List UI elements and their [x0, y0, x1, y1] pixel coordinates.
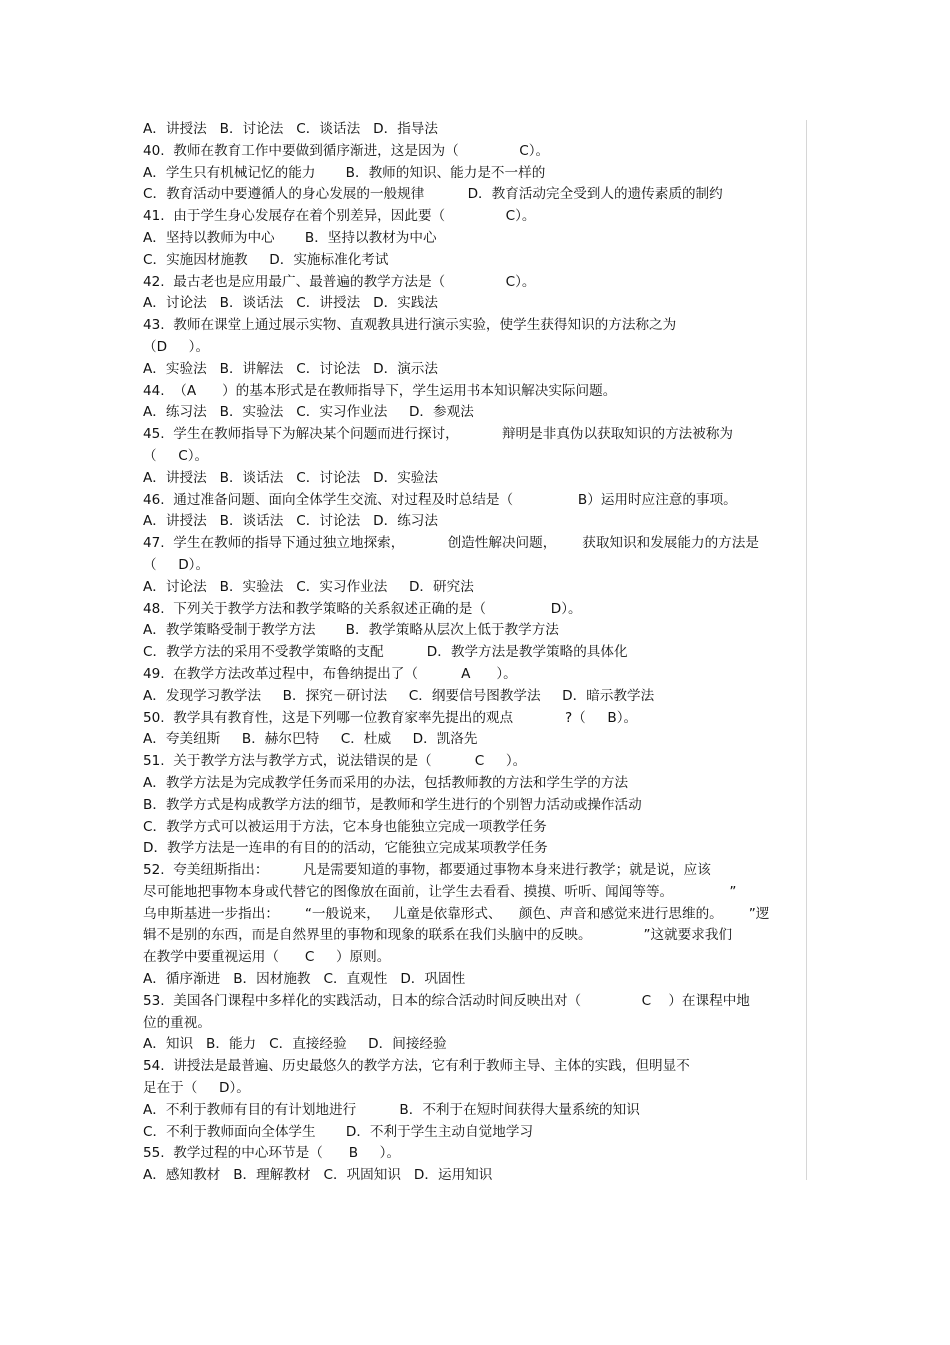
text-line: 45. 学生在教师指导下为解决某个问题而进行探讨， 辩明是非真伪以获取知识的方法被称为	[143, 426, 734, 443]
text-line: C．教育活动中要遵循人的身心发展的一般规律 D．教育活动完全受到人的遗传素质的制约	[143, 186, 723, 203]
text-line: 尽可能地把事物本身或代替它的图像放在面前，让学生去看看、摸摸、听听、闻闻等等。 ”	[143, 883, 737, 900]
text-line: D．教学方法是一连串的有目的的活动，它能独立完成某项教学任务	[143, 840, 548, 857]
text-line: 50. 教学具有教育性，这是下列哪一位教育家率先提出的观点 ?（ B）。	[143, 709, 638, 726]
text-line: B．教学方式是构成教学方法的细节，是教师和学生进行的个别智力活动或操作活动	[143, 796, 642, 813]
text-line: 40. 教师在教育工作中要做到循序渐进，这是因为（ C）。	[143, 142, 550, 159]
text-line: A．练习法 B．实验法 C．实习作业法 D．参观法	[143, 404, 474, 421]
text-line: （D ）。	[143, 338, 210, 355]
text-line: 足在于（ D）。	[143, 1080, 250, 1097]
text-line: A．知识 B．能力 C．直接经验 D．间接经验	[143, 1036, 447, 1053]
text-line: 55. 教学过程的中心环节是（ B ）。	[143, 1145, 401, 1162]
text-line: C．实施因材施教 D．实施标准化考试	[143, 251, 389, 268]
text-line: A．讨论法 B．谈话法 C．讲授法 D．实践法	[143, 295, 438, 312]
text-line: 42. 最古老也是应用最广、最普遍的教学方法是（ C）。	[143, 273, 536, 290]
text-line: 53. 美国各门课程中多样化的实践活动，日本的综合活动时间反映出对（ C ）在课程中地	[143, 992, 750, 1009]
text-line: 辑不是别的东西，而是自然界里的事物和现象的联系在我们头脑中的反映。 ”这就要求我们	[143, 927, 733, 944]
text-line: A．学生只有机械记忆的能力 B．教师的知识、能力是不一样的	[143, 164, 546, 181]
text-line: A．发现学习教学法 B．探究－研讨法 C．纲要信号图教学法 D．暗示教学法	[143, 687, 655, 704]
right-margin-rule	[806, 120, 807, 1180]
text-line: A．坚持以教师为中心 B．坚持以教材为中心	[143, 229, 437, 246]
text-line: A．讲授法 B．讨论法 C．谈话法 D．指导法	[143, 121, 438, 137]
text-line: A．不利于教师有目的有计划地进行 B．不利于在短时间获得大量系统的知识	[143, 1101, 640, 1118]
text-line: 41. 由于学生身心发展存在着个别差异，因此要（ C）。	[143, 208, 536, 225]
text-line: A．教学方法是为完成教学任务而采用的办法，包括教师教的方法和学生学的方法	[143, 774, 629, 791]
text-line: A．循序渐进 B．因材施教 C．直观性 D．巩固性	[143, 971, 466, 988]
text-line: 44. （A ）的基本形式是在教师指导下，学生运用书本知识解决实际问题。	[143, 382, 617, 399]
text-line: 在教学中要重视运用（ C ）原则。	[143, 949, 391, 966]
text-line: A．教学策略受制于教学方法 B．教学策略从层次上低于教学方法	[143, 622, 559, 639]
text-line: A．夸美纽斯 B．赫尔巴特 C．杜威 D．凯洛先	[143, 731, 478, 748]
text-line: （ C）。	[143, 447, 209, 464]
text-line: 乌申斯基进一步指出： “一般说来， 儿童是依靠形式、 颜色、声音和感觉来进行思维的。 ”逻	[143, 905, 770, 922]
text-line: 51. 关于教学方法与教学方式，说法错误的是（ C ）。	[143, 753, 527, 770]
text-line: A．讲授法 B．谈话法 C．讨论法 D．练习法	[143, 513, 438, 530]
question-text-block	[143, 119, 803, 1187]
text-line: 49. 在教学方法改革过程中，布鲁纳提出了（ A ）。	[143, 665, 517, 682]
text-line: 位的重视。	[143, 1014, 211, 1031]
text-line: A．讲授法 B．谈话法 C．讨论法 D．实验法	[143, 469, 438, 486]
text-line: （ D）。	[143, 556, 210, 573]
text-line: C．教学方式可以被运用于方法，它本身也能独立完成一项教学任务	[143, 818, 547, 835]
text-line: 54. 讲授法是最普遍、历史最悠久的教学方法，它有利于教师主导、主体的实践，但明显不	[143, 1058, 690, 1075]
text-line: 47. 学生在教师的指导下通过独立地探索， 创造性解决问题， 获取知识和发展能力的方法是	[143, 535, 759, 552]
text-line: 46. 通过准备问题、面向全体学生交流、对过程及时总结是（ B）运用时应注意的事项。	[143, 491, 737, 508]
text-line: 48. 下列关于教学方法和教学策略的关系叙述正确的是（ D）。	[143, 600, 582, 617]
text-line: 52. 夸美纽斯指出： 凡是需要知道的事物，都要通过事物本身来进行教学；就是说，应该	[143, 862, 711, 879]
text-line: C．不利于教师面向全体学生 D．不利于学生主动自觉地学习	[143, 1123, 534, 1140]
text-line: 43. 教师在课堂上通过展示实物、直观教具进行演示实验，使学生获得知识的方法称之为	[143, 317, 677, 334]
text-line: C．教学方法的采用不受教学策略的支配 D．教学方法是教学策略的具体化	[143, 644, 628, 661]
text-line: A．讨论法 B．实验法 C．实习作业法 D．研究法	[143, 578, 474, 595]
text-line: A．实验法 B．讲解法 C．讨论法 D．演示法	[143, 360, 438, 377]
text-line: A．感知教材 B．理解教材 C．巩固知识 D．运用知识	[143, 1167, 493, 1184]
